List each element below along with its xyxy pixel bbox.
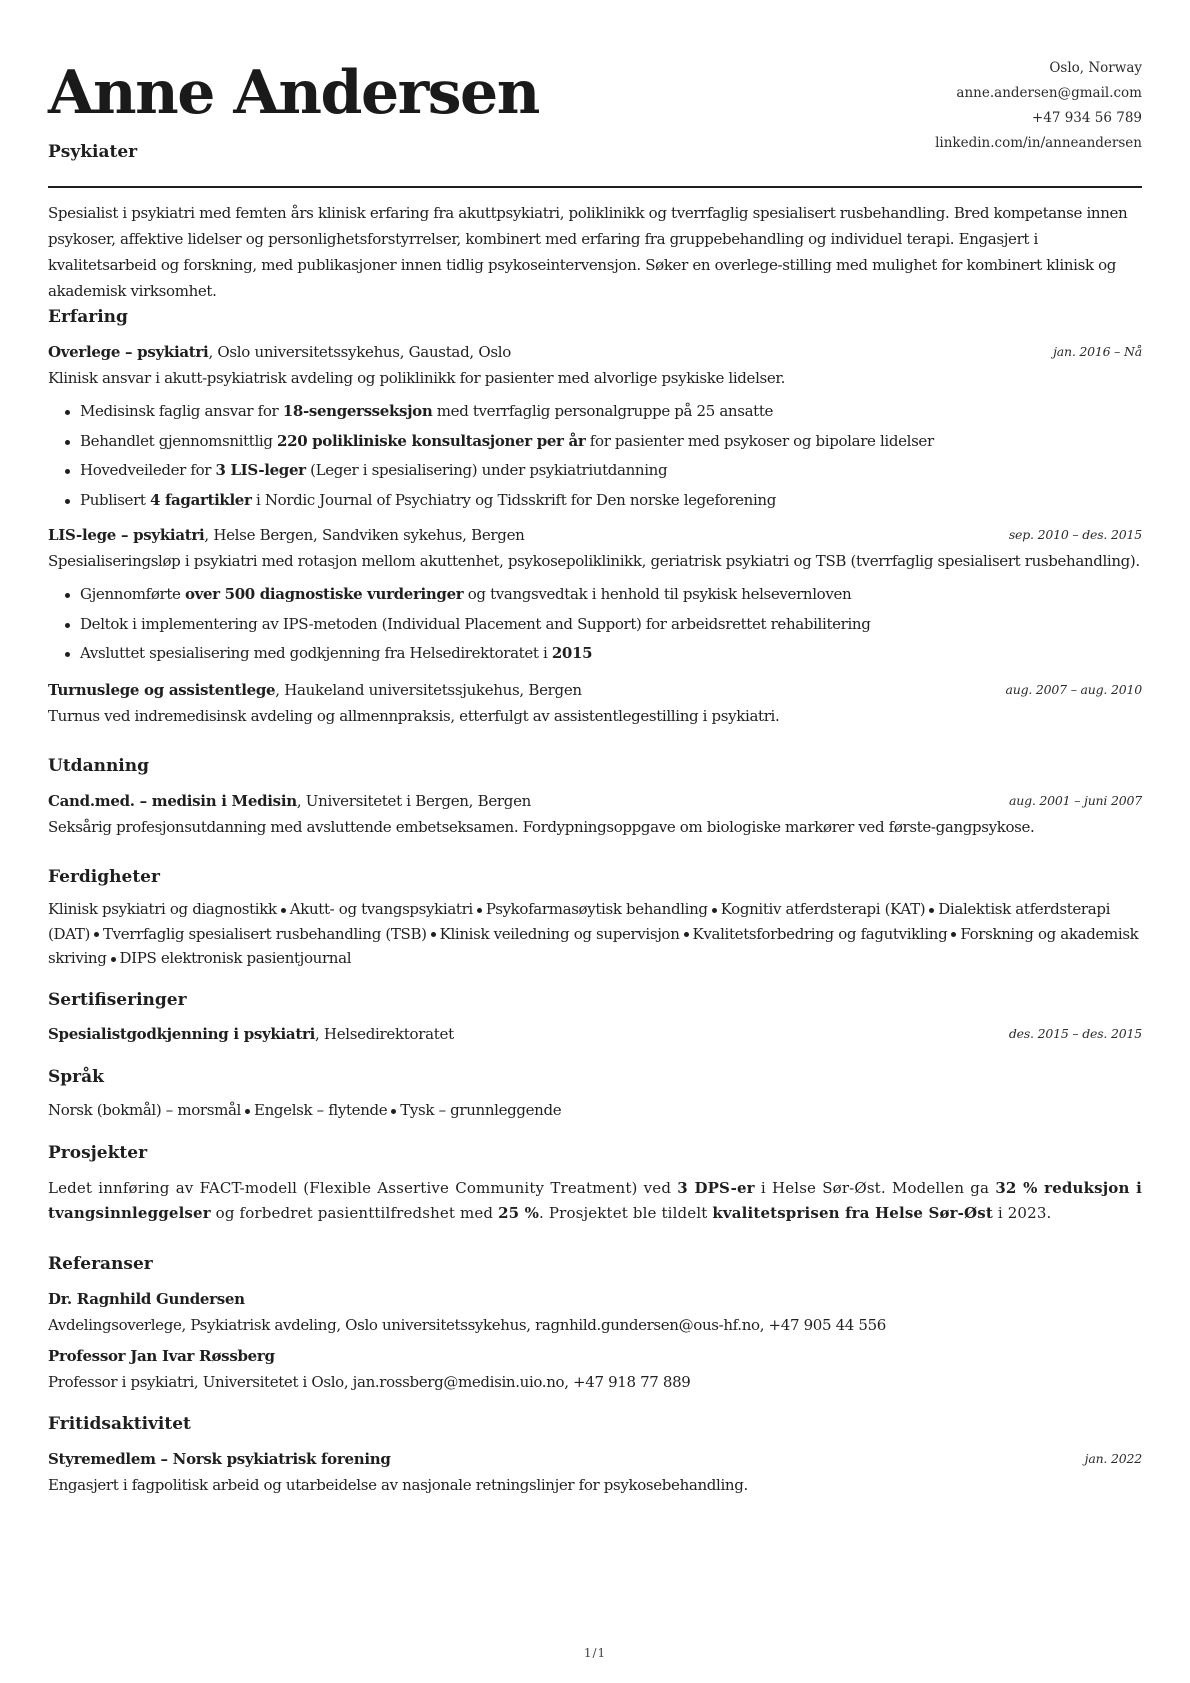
reference-name: Professor Jan Ivar Røssberg — [48, 1347, 275, 1365]
section-title-languages: Språk — [48, 1067, 104, 1087]
certification-dates: des. 2015 – des. 2015 — [1008, 1026, 1142, 1041]
contact-email-link[interactable]: anne.andersen@gmail.com — [956, 85, 1142, 101]
job-achievements — [48, 397, 1142, 515]
job-title: Turnuslege og assistentlege, Haukeland universitetssjukehus, Bergen — [48, 681, 582, 699]
experience-entry-title — [48, 341, 1142, 363]
bullet-separator — [929, 908, 934, 913]
resume-page — [48, 0, 1142, 1494]
education-entry-title — [48, 790, 1142, 812]
reference-details: Avdelingsoverlege, Psykiatrisk avdeling, Oslo universitetssykehus, ragnhild.gundersen@ous-hf.no, +47 905 44 556 — [48, 1316, 886, 1334]
section-title-education: Utdanning — [48, 756, 150, 776]
list-item: Tysk – grunnleggende — [400, 1101, 562, 1119]
achievement-item: Publisert 4 fagartikler i Nordic Journal of Psychiatry og Tidsskrift for Den norske legeforening — [80, 486, 1142, 516]
bullet-separator — [245, 1109, 250, 1114]
bullet-separator — [281, 908, 286, 913]
contact-info — [935, 56, 1142, 156]
languages-list — [48, 1097, 1142, 1123]
candidate-name: Anne Andersen — [48, 58, 539, 128]
experience-entry-title — [48, 524, 1142, 546]
list-item: Kognitiv atferdsterapi (KAT) — [720, 900, 926, 918]
reference-name: Dr. Ragnhild Gundersen — [48, 1290, 245, 1308]
education-description: Seksårig profesjonsutdanning med avsluttende embetseksamen. Fordypningsoppgave om biologiske markører ved første-gangpsykose. — [48, 818, 1035, 836]
project-description: Ledet innføring av FACT-modell (Flexible Assertive Community Treatment) ved 3 DPS-er i Helse Sør-Øst. Modellen ga 32 % reduksjon i tvangsinnleggelser og forbedret pasienttilfredshet med 25 %. Prosjektet ble tildelt kvalitetsprisen fra Helse Sør-Øst i 2023. — [48, 1179, 1142, 1222]
list-item: Engelsk – flytende — [254, 1101, 388, 1119]
achievement-item: Hovedveileder for 3 LIS-leger (Leger i spesialisering) under psykiatriutdanning — [80, 456, 1142, 486]
list-item: Tverrfaglig spesialisert rusbehandling (TSB) — [103, 924, 427, 943]
list-item: Klinisk psykiatri og diagnostikk — [48, 900, 277, 918]
profile-summary: Spesialist i psykiatri med femten års klinisk erfaring fra akuttpsykiatri, poliklinikk og tverrfaglig spesialisert rusbehandling. Bred kompetanse innen psykoser, affektive lidelser og personlighetsforstyrrelser, kombinert med erfaring fra gruppebehandling og individuel terapi. Engasjert i kvalitetsarbeid og forskning, med publikasjoner innen tidlig psykoseintervensjon. Søker en overlege-stilling med mulighet for kombinert klinisk og akademisk virksomhet. — [48, 204, 1128, 300]
list-item: Klinisk veiledning og supervisjon — [439, 924, 680, 943]
list-item: Norsk (bokmål) – morsmål — [48, 1101, 241, 1119]
list-item: Akutt- og tvangspsykiatri — [289, 900, 473, 918]
bullet-separator — [111, 957, 116, 962]
degree-title: Cand.med. – medisin i Medisin, Universitetet i Bergen, Bergen — [48, 792, 532, 810]
skills-list — [48, 897, 1142, 971]
job-dates: jan. 2016 – Nå — [1053, 344, 1142, 359]
list-item: Psykofarmasøytisk behandling — [485, 900, 708, 918]
page-number: 1/1 — [583, 1646, 607, 1660]
achievement-item: Behandlet gjennomsnittlig 220 polikliniske konsultasjoner per år for pasienter med psykoser og bipolare lidelser — [80, 427, 1142, 457]
achievement-item: Medisinsk faglig ansvar for 18-sengersseksjon med tverrfaglig personalgruppe på 25 ansatte — [80, 397, 1142, 427]
list-item: Dialektisk atferdsterapi (DAT) — [48, 900, 1111, 943]
contact-linkedin-link[interactable]: linkedin.com/in/anneandersen — [935, 135, 1142, 151]
list-item: Kvalitetsforbedring og fagutvikling — [692, 924, 948, 943]
job-dates: aug. 2007 – aug. 2010 — [1005, 682, 1142, 697]
activity-entry-title — [48, 1448, 1142, 1470]
activity-date: jan. 2022 — [1084, 1451, 1142, 1466]
contact-location: Oslo, Norway — [1049, 60, 1142, 76]
activity-description: Engasjert i fagpolitisk arbeid og utarbeidelse av nasjonale retningslinjer for psykosebehandling. — [48, 1476, 748, 1494]
list-item: DIPS elektronisk pasientjournal — [119, 949, 352, 967]
bullet-separator — [431, 932, 436, 937]
job-dates: sep. 2010 – des. 2015 — [1008, 527, 1142, 542]
job-description: Spesialiseringsløp i psykiatri med rotasjon mellom akuttenhet, psykosepoliklinikk, geriatrisk psykiatri og TSB (tverrfaglig spesialisert rusbehandling). — [48, 552, 1140, 570]
certification-title: Spesialistgodkjenning i psykiatri, Helsedirektoratet — [48, 1025, 454, 1043]
education-dates: aug. 2001 – juni 2007 — [1008, 793, 1142, 808]
experience-entry-title — [48, 679, 1142, 701]
bullet-separator — [712, 908, 717, 913]
section-title-projects: Prosjekter — [48, 1143, 148, 1163]
bullet-separator — [684, 932, 689, 937]
bullet-separator — [391, 1109, 396, 1114]
section-title-experience: Erfaring — [48, 307, 128, 327]
bullet-separator — [951, 932, 956, 937]
job-title: Overlege – psykiatri, Oslo universitetssykehus, Gaustad, Oslo — [48, 343, 511, 361]
section-title-activities: Fritidsaktivitet — [48, 1414, 191, 1434]
achievement-item: Deltok i implementering av IPS-metoden (Individual Placement and Support) for arbeidsrettet rehabilitering — [80, 610, 1142, 640]
job-description: Klinisk ansvar i akutt-psykiatrisk avdeling og poliklinikk for pasienter med alvorlige psykiske lidelser. — [48, 369, 785, 387]
activity-title: Styremedlem – Norsk psykiatrisk forening — [48, 1450, 391, 1468]
bullet-separator — [94, 932, 99, 937]
contact-phone: +47 934 56 789 — [1031, 110, 1142, 126]
job-achievements — [48, 580, 1142, 669]
section-title-skills: Ferdigheter — [48, 867, 160, 887]
section-title-certifications: Sertifiseringer — [48, 990, 187, 1010]
candidate-role: Psykiater — [48, 142, 138, 162]
achievement-item: Gjennomførte over 500 diagnostiske vurderinger og tvangsvedtak i henhold til psykisk helsevernloven — [80, 580, 1142, 610]
section-title-references: Referanser — [48, 1254, 153, 1274]
job-title: LIS-lege – psykiatri, Helse Bergen, Sandviken sykehus, Bergen — [48, 526, 525, 544]
achievement-item: Avsluttet spesialisering med godkjenning fra Helsedirektoratet i 2015 — [80, 639, 1142, 669]
bullet-separator — [477, 908, 482, 913]
certification-entry — [48, 1023, 1142, 1045]
list-item: Forskning og akademisk skriving — [48, 924, 1139, 967]
reference-details: Professor i psykiatri, Universitetet i Oslo, jan.rossberg@medisin.uio.no, +47 918 77 889 — [48, 1373, 691, 1391]
resume-header — [48, 0, 1142, 188]
job-description: Turnus ved indremedisinsk avdeling og allmennpraksis, etterfulgt av assistentlegestilling i psykiatri. — [48, 707, 780, 725]
